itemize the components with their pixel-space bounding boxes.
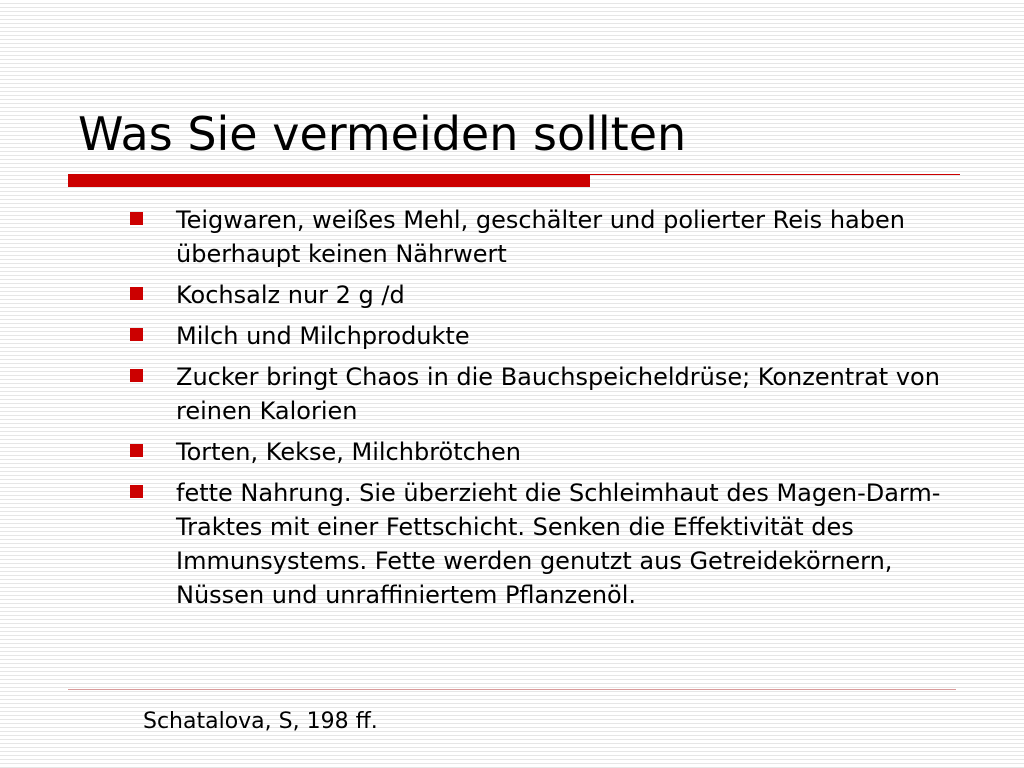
bullet-text: fette Nahrung. Sie überzieht die Schleimhaut des Magen-Darm-Traktes mit einer Fettschicht. Senken die Effektivität des Immunsystems. Fette werden genutzt aus Getreidekörnern, Nüssen und unraffiniertem Pflanzenöl. (176, 479, 941, 609)
square-bullet-icon (130, 485, 143, 498)
square-bullet-icon (130, 287, 143, 300)
bullet-text: Kochsalz nur 2 g /d (176, 281, 405, 309)
footer-divider-line (68, 689, 956, 690)
bullet-item (128, 203, 958, 271)
square-bullet-icon (130, 369, 143, 382)
bullet-text: Milch und Milchprodukte (176, 322, 470, 350)
source-citation: Schatalova, S, 198 ff. (143, 709, 378, 734)
bullet-item (128, 435, 958, 469)
bullet-text: Torten, Kekse, Milchbrötchen (176, 438, 522, 466)
bullet-text: Teigwaren, weißes Mehl, geschälter und polierter Reis haben überhaupt keinen Nährwert (176, 206, 905, 268)
title-accent-bar (68, 175, 590, 187)
square-bullet-icon (130, 444, 143, 457)
bullet-item (128, 319, 958, 353)
slide-title: Was Sie vermeiden sollten (78, 107, 687, 161)
bullet-text: Zucker bringt Chaos in die Bauchspeicheldrüse; Konzentrat von reinen Kalorien (176, 363, 940, 425)
bullet-item (128, 278, 958, 312)
bullet-list (128, 203, 958, 619)
square-bullet-icon (130, 212, 143, 225)
square-bullet-icon (130, 328, 143, 341)
bullet-item (128, 476, 958, 612)
bullet-item (128, 360, 958, 428)
